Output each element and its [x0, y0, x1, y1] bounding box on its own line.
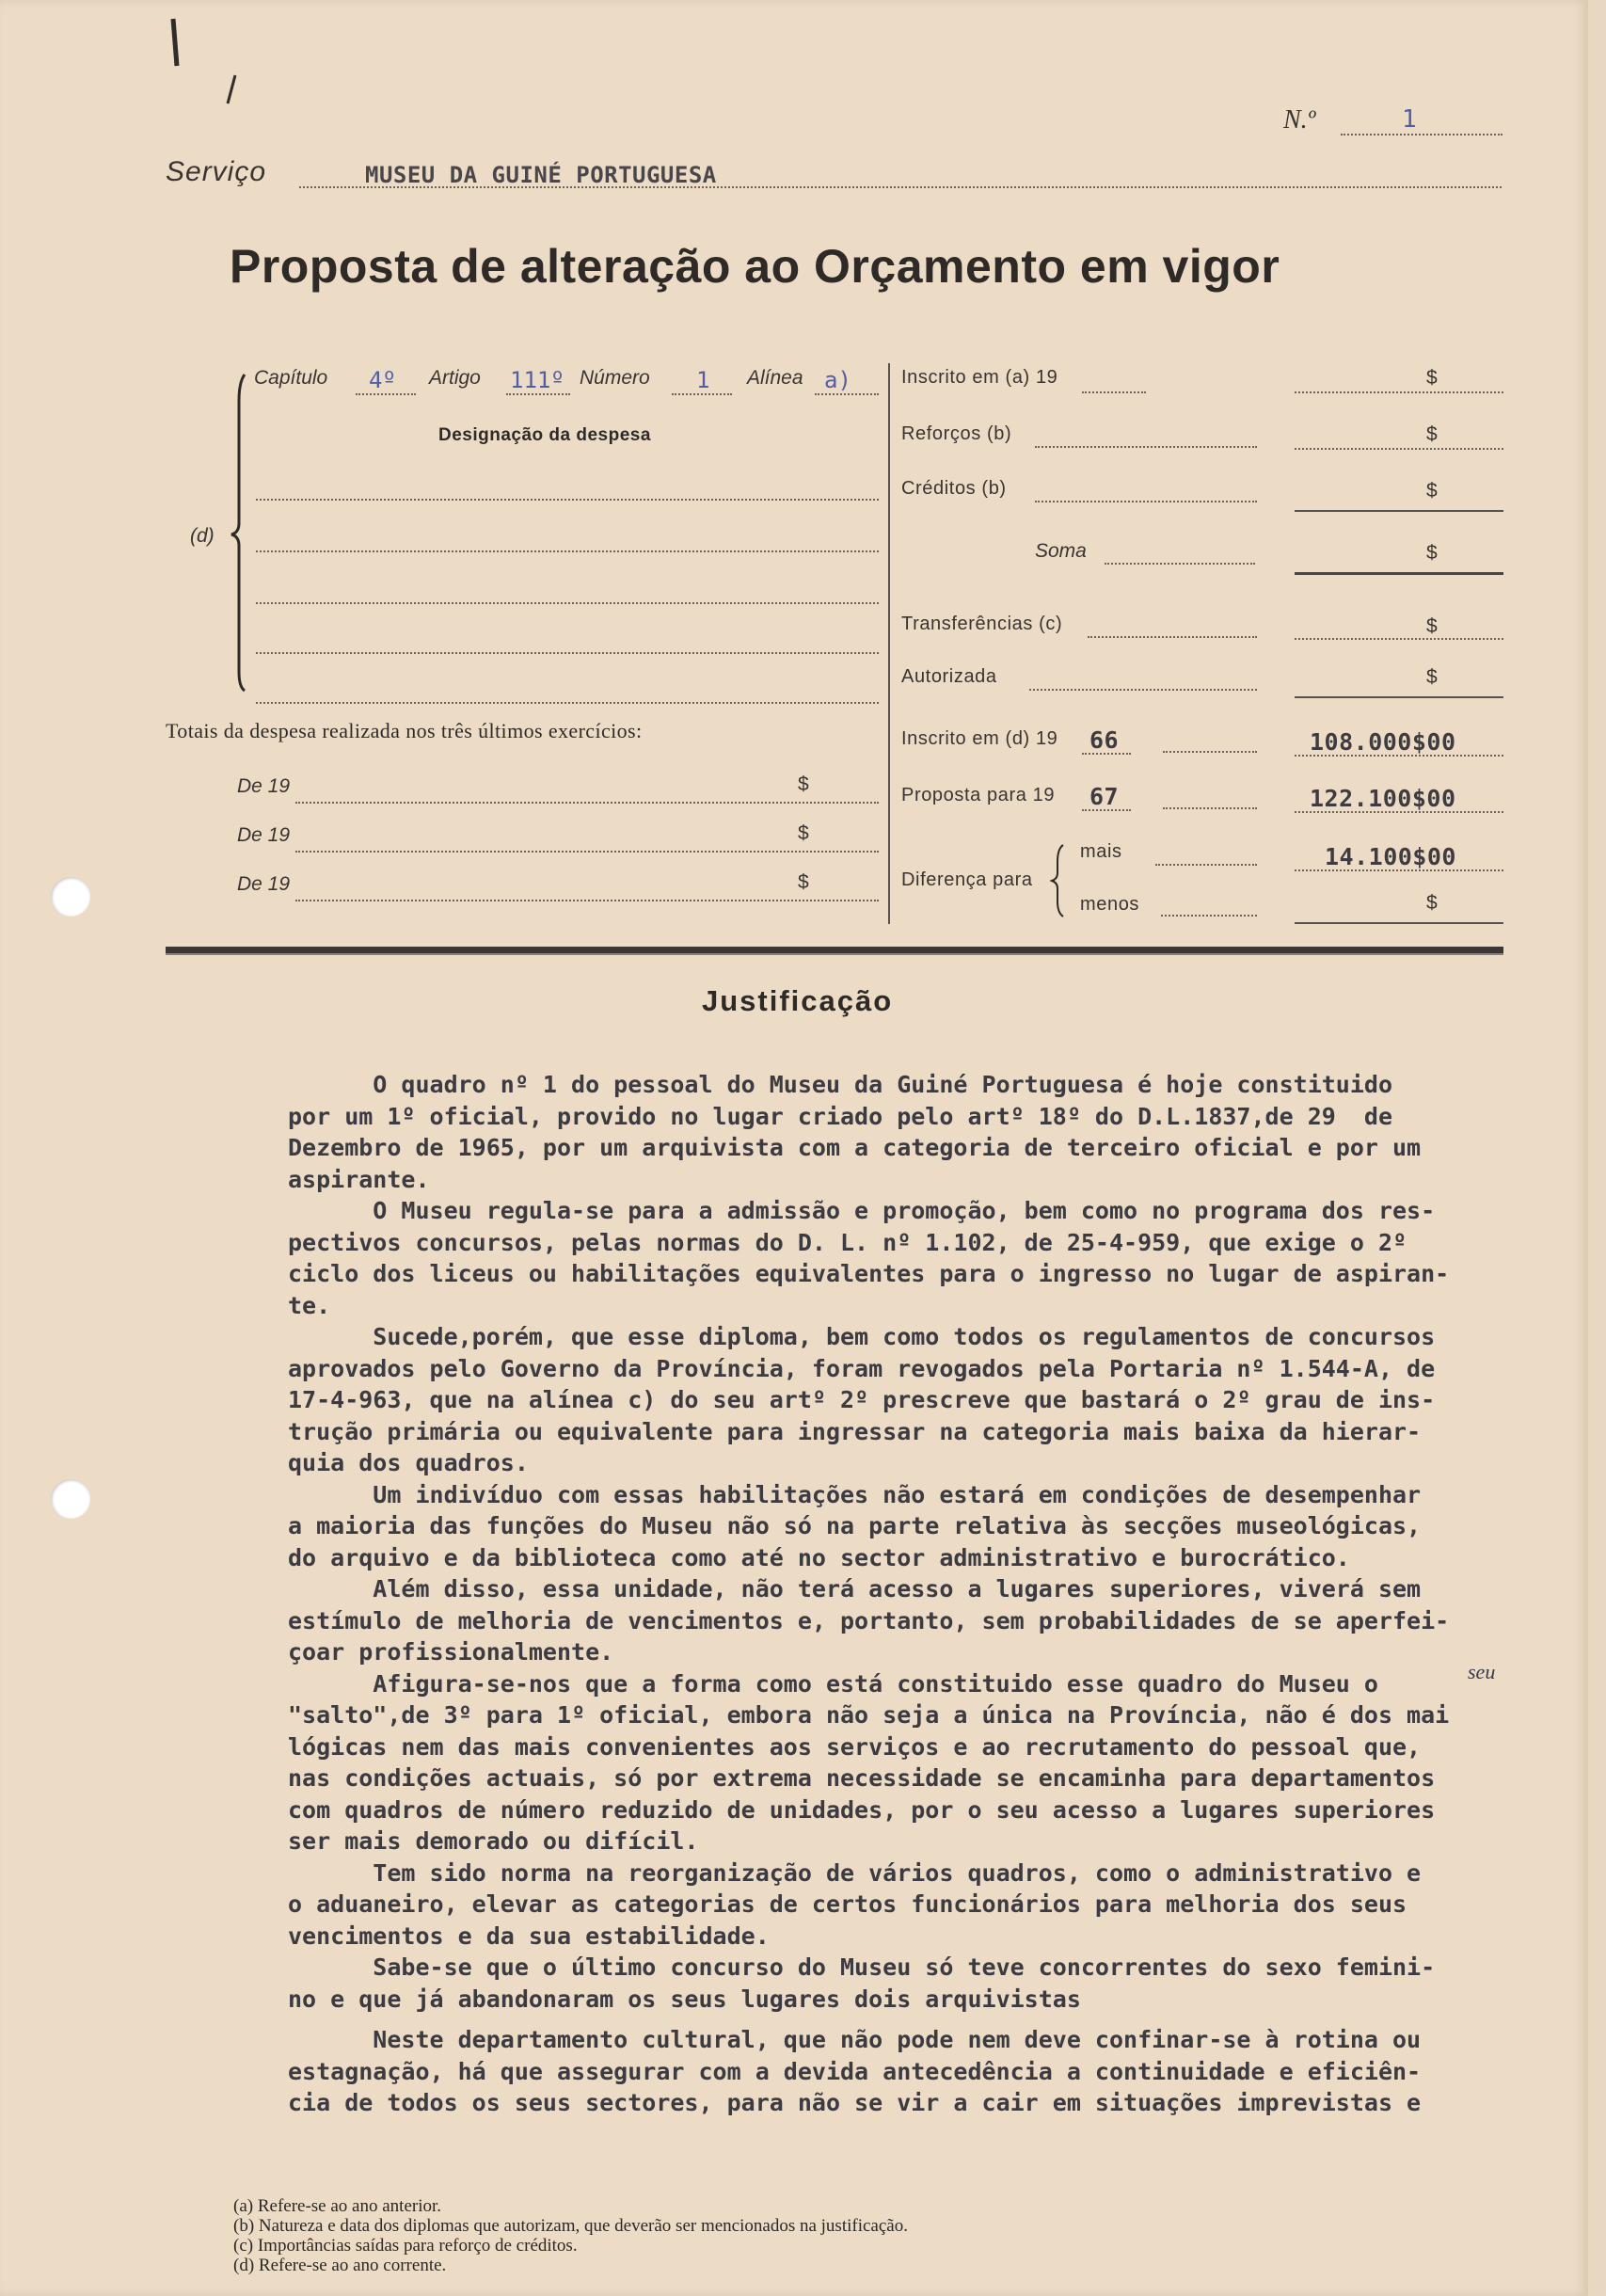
designacao-line-4: [256, 652, 879, 654]
year-row-2-line: [295, 851, 879, 853]
justificacao-line: do arquivo e da biblioteca como até no sector administrativo e burocrático.: [288, 1543, 1350, 1571]
capitulo-value: 4º: [369, 367, 396, 393]
justificacao-line: nas condições actuais, só por extrema necessidade se encaminha para departamentos: [288, 1764, 1436, 1792]
reforcos-currency: $: [1426, 423, 1438, 445]
number-line: [1341, 134, 1503, 136]
justificacao-line: [288, 2015, 1586, 2024]
inscrito-anterior-currency: $: [1426, 367, 1438, 389]
capitulo-line: [356, 393, 416, 395]
reforcos-label: Reforços (b): [901, 423, 1012, 444]
artigo-label: Artigo: [429, 367, 481, 389]
diferenca-brace: [1050, 843, 1069, 918]
inscrito-corrente-year: 66: [1089, 726, 1120, 754]
justificacao-line: estagnação, há que assegurar com a devida antecedência a continuidade e eficiên-: [288, 2057, 1422, 2085]
transferencias-dots: [1088, 636, 1257, 638]
transferencias-value-line: [1295, 638, 1503, 640]
creditos-currency: $: [1426, 480, 1438, 502]
justificacao-line: ser mais demorado ou difícil.: [288, 1827, 699, 1855]
alinea-line: [815, 393, 879, 395]
handwritten-note: seu: [1468, 1660, 1496, 1683]
inscrito-corrente-label: Inscrito em (d) 19: [901, 728, 1058, 749]
year-row-3-line: [295, 900, 879, 901]
designacao-line-1: [256, 499, 879, 501]
artigo-value: 111º: [510, 367, 564, 393]
justificacao-line: ciclo dos liceus ou habilitações equivalentes para o ingresso no lugar de aspiran-: [288, 1260, 1450, 1287]
menos-dots: [1161, 915, 1257, 917]
justificacao-line: quia dos quadros.: [288, 1449, 529, 1476]
justificacao-line: com quadros de número reduzido de unidades, por o seu acesso a lugares superiores: [288, 1795, 1436, 1824]
artigo-line: [506, 393, 570, 395]
inscrito-anterior-value-line: [1295, 391, 1503, 393]
transferencias-label: Transferências (c): [901, 614, 1063, 634]
justificacao-line: Tem sido norma na reorganização de vários quadros, como o administrativo e: [288, 1858, 1422, 1887]
year-row-2-label: De 19: [237, 824, 291, 846]
number-value: 1: [1402, 105, 1417, 134]
proposta-value: 122.100$00: [1310, 785, 1456, 812]
year-row-1-line: [295, 802, 879, 804]
autorizada-value-line: [1295, 696, 1503, 698]
menos-currency: $: [1426, 892, 1438, 914]
footnote-a: (a) Refere-se ao ano anterior.: [233, 2196, 442, 2216]
number-label: N.º: [1283, 105, 1316, 135]
proposta-dots: [1163, 807, 1257, 809]
justificacao-line: por um 1º oficial, provido no lugar criado pelo artº 18º do D.L.1837,de 29 de: [288, 1102, 1392, 1130]
section-separator: [166, 947, 1503, 955]
capitulo-label: Capítulo: [254, 367, 328, 389]
year-row-3-label: De 19: [237, 873, 291, 895]
justificacao-line: lógicas nem das mais convenientes aos serviços e ao recrutamento do pessoal que,: [288, 1732, 1422, 1761]
justificacao-line: Afigura-se-nos que a forma como está constituido esse quadro do Museu o: [288, 1669, 1378, 1698]
totais-label: Totais da despesa realizada nos três últimos exercícios:: [166, 719, 643, 742]
justificacao-line: 17-4-963, que na alínea c) do seu artº 2º prescreve que bastará o 2º grau de ins-: [288, 1386, 1436, 1413]
justificacao-line: Sucede,porém, que esse diploma, bem como todos os regulamentos de concursos: [288, 1323, 1436, 1350]
numero-label: Número: [580, 367, 650, 389]
justificacao-line: O Museu regula-se para a admissão e promoção, bem como no programa dos res-: [288, 1197, 1436, 1224]
proposta-year: 67: [1089, 783, 1120, 810]
numero-value: 1: [696, 367, 710, 393]
inscrito-corrente-value: 108.000$00: [1310, 728, 1456, 756]
justificacao-line: te.: [288, 1291, 331, 1319]
year-row-1-label: De 19: [237, 775, 291, 797]
justificacao-line: "salto",de 3º para 1º oficial, embora não seja a única na Província, não é dos mai: [288, 1701, 1450, 1729]
justificacao-line: çoar profissionalmente.: [288, 1638, 614, 1666]
mais-label: mais: [1080, 841, 1122, 862]
creditos-label: Créditos (b): [901, 478, 1007, 499]
brace-left: [226, 373, 254, 693]
inscrito-corrente-dots: [1163, 751, 1257, 753]
justificacao-body: [288, 1069, 1586, 2119]
justificacao-line: pectivos concursos, pelas normas do D. L. nº 1.102, de 25-4-959, que exige o 2º: [288, 1228, 1407, 1256]
pencil-marks: [160, 14, 245, 108]
inscrito-anterior-label: Inscrito em (a) 19: [901, 367, 1058, 388]
justificacao-line: Além disso, essa unidade, não terá acesso a lugares superiores, viverá sem: [288, 1575, 1422, 1602]
alinea-label: Alínea: [747, 367, 803, 389]
justificacao-line: Um indivíduo com essas habilitações não estará em condições de desempenhar: [288, 1480, 1422, 1508]
justificacao-line: Neste departamento cultural, que não pode nem deve confinar-se à rotina ou: [288, 2026, 1422, 2053]
soma-currency: $: [1426, 542, 1438, 564]
reforcos-value-line: [1295, 448, 1503, 450]
justificacao-line: Sabe-se que o último concurso do Museu só teve concorrentes do sexo femini-: [288, 1953, 1436, 1981]
justificacao-line: Dezembro de 1965, por um arquivista com a categoria de terceiro oficial e por um: [288, 1134, 1422, 1161]
punch-hole-bottom: [51, 1479, 90, 1519]
justificacao-line: o aduaneiro, elevar as categorias de certos funcionários para melhoria dos seus: [288, 1890, 1407, 1918]
servico-value: MUSEU DA GUINÉ PORTUGUESA: [365, 162, 717, 188]
alinea-value: a): [824, 367, 851, 393]
autorizada-currency: $: [1426, 666, 1438, 688]
designacao-line-2: [256, 550, 879, 552]
page-title: Proposta de alteração ao Orçamento em vigor: [230, 240, 1280, 293]
designacao-label: Designação da despesa: [438, 425, 651, 445]
reforcos-dots: [1035, 446, 1257, 448]
mais-value: 14.100$00: [1325, 843, 1456, 870]
diferenca-label: Diferença para: [901, 869, 1033, 890]
year-row-1-currency: $: [798, 773, 809, 795]
autorizada-label: Autorizada: [901, 666, 997, 687]
justificacao-line: aprovados pelo Governo da Província, foram revogados pela Portaria nº 1.544-A, de: [288, 1354, 1436, 1382]
justificacao-line: vencimentos e da sua estabilidade.: [288, 1921, 770, 1950]
justificacao-line: aspirante.: [288, 1165, 430, 1193]
footnote-b: (b) Natureza e data dos diplomas que autorizam, que deverão ser mencionados na justificação.: [233, 2216, 908, 2236]
soma-dots: [1105, 563, 1255, 565]
servico-label: Serviço: [166, 156, 267, 187]
year-row-3-currency: $: [798, 871, 809, 893]
inscrito-anterior-line: [1082, 391, 1146, 393]
creditos-value-line: [1295, 510, 1503, 512]
justificacao-line: cia de todos os seus sectores, para não se vir a cair em situações imprevistas e: [288, 2089, 1422, 2116]
footnote-c: (c) Importâncias saídas para reforço de créditos.: [233, 2236, 578, 2256]
punch-hole-top: [51, 877, 90, 917]
justificacao-line: a maioria das funções do Museu não só na parte relativa às secções museológicas,: [288, 1512, 1422, 1539]
justificacao-line: no e que já abandonaram os seus lugares dois arquivistas: [288, 1985, 1081, 2013]
proposta-label: Proposta para 19: [901, 785, 1056, 805]
designacao-line-3: [256, 602, 879, 604]
footnote-d: (d) Refere-se ao ano corrente.: [233, 2256, 447, 2275]
justificacao-line: O quadro nº 1 do pessoal do Museu da Guiné Portuguesa é hoje constituido: [288, 1071, 1392, 1098]
d-marker: (d): [190, 525, 215, 547]
transferencias-currency: $: [1426, 615, 1438, 637]
year-row-2-currency: $: [798, 822, 809, 844]
menos-label: menos: [1080, 894, 1140, 915]
creditos-dots: [1035, 501, 1257, 502]
soma-value-line: [1295, 572, 1503, 575]
autorizada-dots: [1029, 689, 1257, 691]
soma-label: Soma: [1035, 540, 1087, 562]
mais-dots: [1155, 864, 1257, 866]
column-divider: [888, 363, 890, 924]
justificacao-line: trução primária ou equivalente para ingressar na categoria mais baixa da hierar-: [288, 1417, 1422, 1445]
justificacao-line: estímulo de melhoria de vencimentos e, portanto, sem probabilidades de se aperfei-: [288, 1606, 1450, 1634]
designacao-line-5: [256, 702, 879, 704]
justificacao-heading: Justificação: [702, 984, 894, 1017]
numero-line: [672, 393, 732, 395]
menos-value-line: [1295, 922, 1503, 924]
footnotes: [233, 2196, 908, 2275]
